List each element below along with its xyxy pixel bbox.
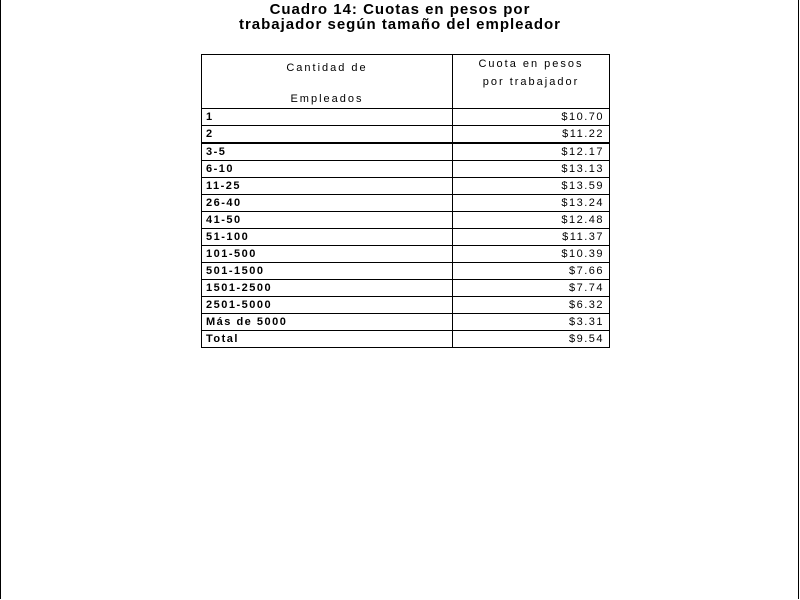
table-row xyxy=(202,246,610,263)
employee-count-cell: 11-25 xyxy=(202,178,453,195)
table-row xyxy=(202,143,610,161)
employee-count-cell: 3-5 xyxy=(202,143,453,161)
page-title xyxy=(180,2,620,32)
employee-count-cell: 26-40 xyxy=(202,195,453,212)
header-quota xyxy=(453,55,610,109)
table-row xyxy=(202,314,610,331)
header-employee-count-line-1: Cantidad de xyxy=(286,62,368,74)
quota-cell: $3.31 xyxy=(453,314,610,331)
table-row xyxy=(202,297,610,314)
employee-count-cell: 1501-2500 xyxy=(202,280,453,297)
table-row xyxy=(202,263,610,280)
quota-table xyxy=(201,54,610,348)
header-employee-count-line-2: Empleados xyxy=(290,93,364,105)
employee-count-cell: 41-50 xyxy=(202,212,453,229)
quota-cell: $10.70 xyxy=(453,109,610,126)
quota-cell: $12.48 xyxy=(453,212,610,229)
table-header-row xyxy=(202,55,610,109)
employee-count-cell: 2 xyxy=(202,126,453,144)
quota-cell: $13.24 xyxy=(453,195,610,212)
quota-cell: $6.32 xyxy=(453,297,610,314)
title-line-2: trabajador según tamaño del empleador xyxy=(238,16,562,33)
header-employee-count xyxy=(202,55,453,109)
quota-cell: $10.39 xyxy=(453,246,610,263)
employee-count-cell: 2501-5000 xyxy=(202,297,453,314)
table-row xyxy=(202,126,610,144)
employee-count-cell: 501-1500 xyxy=(202,263,453,280)
quota-cell: $7.66 xyxy=(453,263,610,280)
table-row xyxy=(202,195,610,212)
title-line-1: Cuadro 14: Cuotas en pesos por xyxy=(269,1,531,18)
table-row-total xyxy=(202,331,610,348)
quota-cell: $11.22 xyxy=(453,126,610,144)
header-quota-line-1: Cuota en pesos xyxy=(478,58,584,70)
employee-count-cell: 6-10 xyxy=(202,161,453,178)
quota-cell: $13.59 xyxy=(453,178,610,195)
employee-count-cell: 51-100 xyxy=(202,229,453,246)
employee-count-cell: Más de 5000 xyxy=(202,314,453,331)
quota-cell: $13.13 xyxy=(453,161,610,178)
quota-cell: $11.37 xyxy=(453,229,610,246)
header-quota-line-2: por trabajador xyxy=(482,76,580,88)
employee-count-cell: Total xyxy=(202,331,453,348)
table-row xyxy=(202,280,610,297)
quota-cell: $9.54 xyxy=(453,331,610,348)
employee-count-cell: 101-500 xyxy=(202,246,453,263)
table-row xyxy=(202,178,610,195)
employee-count-cell: 1 xyxy=(202,109,453,126)
table-row xyxy=(202,109,610,126)
table-row xyxy=(202,212,610,229)
table-row xyxy=(202,229,610,246)
table-row xyxy=(202,161,610,178)
quota-cell: $12.17 xyxy=(453,143,610,161)
quota-cell: $7.74 xyxy=(453,280,610,297)
